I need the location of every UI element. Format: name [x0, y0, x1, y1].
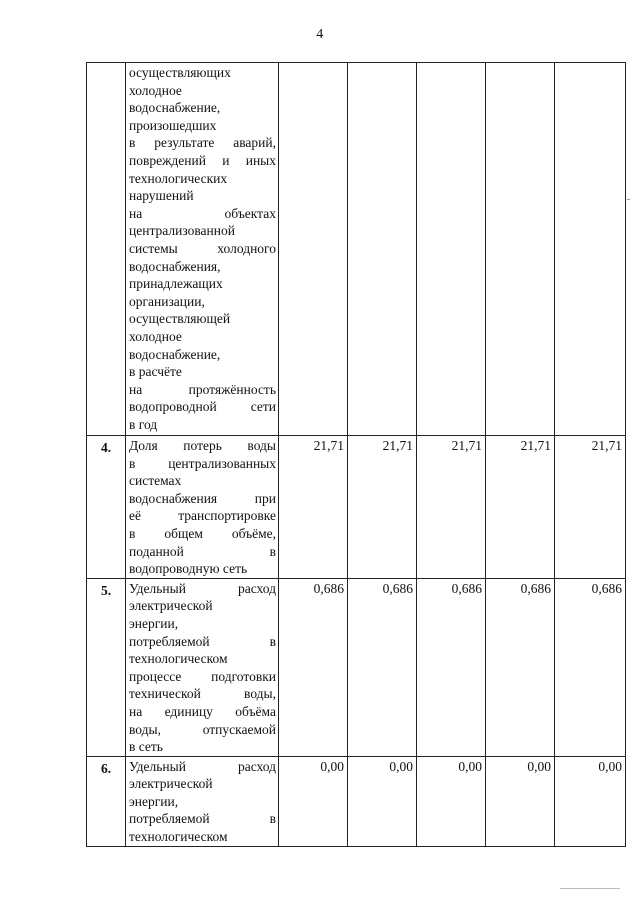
table-row	[87, 756, 626, 846]
indicator-name-cell	[126, 63, 279, 436]
row-number: 6.	[100, 760, 112, 776]
indicator-name-line: технической воды,	[129, 686, 276, 702]
indicator-name-line: Доля потерь воды	[129, 438, 276, 453]
indicator-name-line: осуществляющей	[129, 311, 231, 327]
indicator-name-line: в расчёте	[129, 364, 182, 380]
indicator-name-cell	[126, 756, 279, 846]
value-cell-year-3	[417, 756, 486, 846]
scan-artifact	[627, 199, 630, 200]
indicator-name-line: в общем объёме,	[129, 525, 276, 541]
indicator-name-line: водоснабжения,	[129, 258, 221, 274]
table-row	[87, 63, 626, 436]
page-number: 4	[316, 27, 324, 42]
indicator-value: 0,00	[458, 758, 482, 774]
indicators-table	[86, 62, 626, 847]
indicator-value: 0,686	[591, 580, 622, 596]
indicator-name-line: воды, отпускаемой	[129, 721, 276, 737]
indicator-name-line: Удельный расход	[129, 580, 276, 596]
indicator-name-line: в сеть	[129, 739, 163, 755]
indicator-name-line: Удельный расход	[129, 758, 276, 774]
indicator-value: 21,71	[382, 438, 413, 453]
table-row	[87, 436, 626, 579]
indicator-value: 0,686	[313, 580, 344, 596]
indicator-value: 0,686	[382, 580, 413, 596]
indicator-name-line: водоснабжение,	[129, 346, 221, 362]
indicator-value: 21,71	[591, 438, 622, 453]
indicator-value: 0,00	[527, 758, 551, 774]
indicator-name-line: её транспортировке	[129, 508, 276, 524]
indicator-name-line: на объектах	[129, 205, 276, 221]
indicator-name-line: повреждений и иных	[129, 152, 276, 168]
indicator-name-line: в результате аварий,	[129, 135, 276, 151]
indicator-value	[417, 63, 485, 64]
indicator-value: 0,686	[520, 580, 551, 596]
value-cell-year-1	[279, 578, 348, 756]
value-cell-year-5	[555, 756, 626, 846]
row-number-cell	[87, 578, 126, 756]
indicator-name-line: произошедших	[129, 117, 217, 133]
indicator-name-line: холодное	[129, 328, 182, 344]
indicator-name-cell	[126, 578, 279, 756]
indicator-value	[348, 63, 416, 64]
row-number: 4.	[100, 440, 112, 455]
indicator-value: 0,00	[598, 758, 622, 774]
value-cell-year-3	[417, 436, 486, 579]
indicator-name-line: технологическом	[129, 829, 228, 845]
value-cell-year-2	[348, 756, 417, 846]
indicator-name-cell	[126, 436, 279, 579]
indicator-name-line: поданной в	[129, 543, 276, 559]
indicator-name-line: водопроводной сети	[129, 399, 276, 415]
indicator-name-line: потребляемой в	[129, 811, 276, 827]
indicator-value: 21,71	[520, 438, 551, 453]
indicator-name	[126, 63, 278, 433]
value-cell-year-5	[555, 436, 626, 579]
row-number-cell	[87, 756, 126, 846]
indicator-name-line: принадлежащих	[129, 276, 223, 292]
indicator-name-line: электрической	[129, 776, 213, 792]
value-cell-year-3	[417, 63, 486, 436]
value-cell-year-2	[348, 63, 417, 436]
indicator-name-line: нарушений	[129, 188, 194, 204]
indicator-name-line: потребляемой в	[129, 633, 276, 649]
indicator-name-line: водоснабжения при	[129, 490, 276, 506]
indicator-name-line: на протяжённость	[129, 381, 276, 397]
indicator-name	[126, 757, 278, 846]
value-cell-year-1	[279, 756, 348, 846]
value-cell-year-1	[279, 63, 348, 436]
value-cell-year-4	[486, 578, 555, 756]
row-number	[87, 63, 125, 66]
indicator-value: 0,00	[320, 758, 344, 774]
indicator-value	[486, 63, 554, 64]
value-cell-year-2	[348, 578, 417, 756]
indicator-name-line: энергии,	[129, 615, 179, 631]
table-row	[87, 578, 626, 756]
row-number-cell	[87, 436, 126, 579]
value-cell-year-5	[555, 578, 626, 756]
row-number: 5.	[100, 582, 112, 598]
indicator-value	[555, 63, 625, 64]
indicator-value	[279, 63, 347, 64]
value-cell-year-1	[279, 436, 348, 579]
value-cell-year-5	[555, 63, 626, 436]
indicator-name-line: холодное	[129, 82, 182, 98]
indicator-name-line: в централизованных	[129, 455, 276, 471]
value-cell-year-4	[486, 756, 555, 846]
indicator-name-line: технологическом	[129, 651, 228, 667]
value-cell-year-4	[486, 63, 555, 436]
indicator-name-line: на единицу объёма	[129, 703, 276, 719]
indicator-value: 21,71	[451, 438, 482, 453]
value-cell-year-3	[417, 578, 486, 756]
indicator-name-line: водоснабжение,	[129, 100, 221, 116]
value-cell-year-4	[486, 436, 555, 579]
value-cell-year-2	[348, 436, 417, 579]
indicator-name-line: системах	[129, 473, 182, 489]
indicator-name-line: процессе подготовки	[129, 668, 276, 684]
row-number-cell	[87, 63, 126, 436]
indicator-name	[126, 579, 278, 756]
scan-artifact	[560, 888, 620, 889]
indicator-name-line: электрической	[129, 598, 213, 614]
indicator-name-line: энергии,	[129, 793, 179, 809]
indicator-name-line: технологических	[129, 170, 228, 186]
indicator-name-line: водопроводную сеть	[129, 561, 248, 577]
indicator-name-line: централизованной	[129, 223, 235, 239]
indicator-value: 0,00	[389, 758, 413, 774]
indicator-name	[126, 436, 278, 578]
indicator-value: 0,686	[451, 580, 482, 596]
indicator-name-line: организации,	[129, 293, 205, 309]
table-body	[87, 63, 626, 847]
indicator-name-line: осуществляющих	[129, 65, 231, 80]
indicator-name-line: системы холодного	[129, 240, 276, 256]
indicator-value: 21,71	[313, 438, 344, 453]
indicator-name-line: в год	[129, 416, 158, 432]
